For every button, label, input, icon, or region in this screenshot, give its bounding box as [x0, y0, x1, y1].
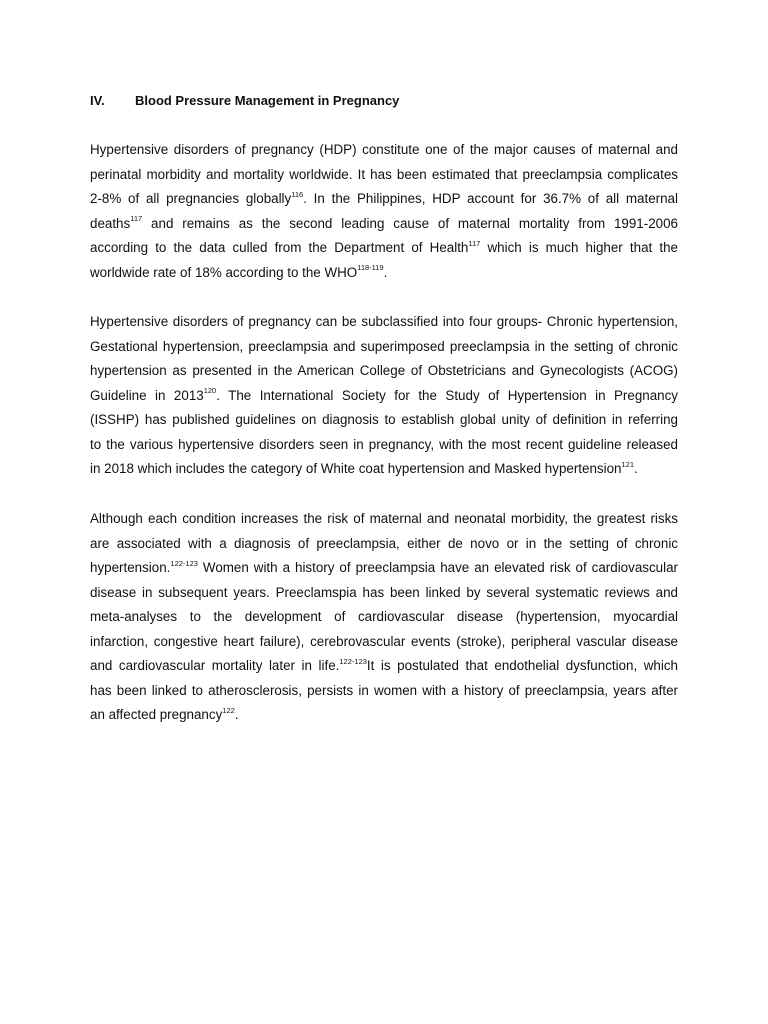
- text-run: infarction, congestive heart failure), cerebrovascular events (stroke), peripheral vascular disease: [90, 633, 678, 649]
- text-line: [90, 581, 678, 606]
- text-run: It is postulated that endothelial dysfunction, which: [366, 658, 678, 673]
- text-line: [90, 433, 678, 458]
- text-line: [90, 679, 678, 704]
- text-line: [90, 654, 678, 679]
- text-line: [90, 310, 678, 335]
- text-run: . In the Philippines, HDP account for 36.7% of all maternal: [303, 191, 678, 206]
- text-run: 2-8% of all pregnancies globally: [90, 191, 292, 206]
- citation-superscript: 121: [621, 459, 634, 469]
- citation-superscript: 117: [468, 238, 481, 248]
- text-run: Although each condition increases the risk of maternal and neonatal morbidity, the greatest risks: [90, 511, 678, 526]
- citation-superscript: 122-123: [170, 558, 198, 568]
- text-run: Guideline in 2013: [90, 387, 204, 403]
- text-line: [90, 384, 678, 409]
- text-line: [90, 335, 678, 360]
- text-line: [90, 556, 678, 581]
- paragraph-cardiovascular-risk: [90, 507, 678, 728]
- citation-superscript: 118-119: [357, 263, 384, 273]
- text-run: in 2018 which includes the category of White coat hypertension and Masked hypertension: [90, 461, 622, 476]
- text-run: meta-analyses to the development of cardiovascular disease (hypertension, myocardial: [90, 609, 678, 624]
- section-heading: [90, 91, 399, 111]
- text-run: to the various hypertensive disorders seen in pregnancy, with the most recent guideline released: [90, 436, 678, 452]
- paragraph-hdp-classification: [90, 310, 678, 482]
- section-title: Blood Pressure Management in Pregnancy: [135, 93, 400, 108]
- text-run: .: [634, 461, 638, 476]
- text-run: (ISSHP) has published guidelines on diagnosis to establish global unity of definition in referring: [90, 412, 678, 427]
- text-run: and remains as the second leading cause of maternal mortality from 1991-2006: [142, 215, 678, 231]
- text-line: [90, 212, 678, 237]
- text-run: and cardiovascular mortality later in life.: [90, 658, 340, 673]
- text-run: hypertension.: [90, 560, 171, 575]
- citation-superscript: 116: [291, 189, 304, 199]
- text-line: [90, 408, 678, 433]
- text-line: [90, 507, 678, 532]
- text-run: . The International Society for the Study of Hypertension in Pregnancy: [216, 387, 679, 403]
- text-line: [90, 457, 678, 482]
- text-line: [90, 703, 678, 728]
- text-line: [90, 261, 678, 286]
- text-run: .: [383, 264, 388, 280]
- text-run: an affected pregnancy: [90, 707, 223, 722]
- text-run: Hypertensive disorders of pregnancy can be subclassified into four groups- Chronic hypertension,: [90, 314, 678, 329]
- text-line: [90, 359, 678, 384]
- text-run: .: [234, 707, 239, 722]
- text-run: worldwide rate of 18% according to the WHO: [90, 264, 358, 280]
- paragraph-hdp-overview: [90, 138, 678, 285]
- text-line: [90, 605, 678, 630]
- citation-superscript: 122: [222, 705, 235, 715]
- text-line: [90, 187, 678, 212]
- text-line: [90, 236, 678, 261]
- text-run: Gestational hypertension, preeclampsia and superimposed preeclampsia in the setting of chronic: [90, 338, 678, 354]
- text-line: [90, 163, 678, 188]
- text-run: Hypertensive disorders of pregnancy (HDP) constitute one of the major causes of maternal and: [90, 142, 678, 157]
- text-run: has been linked to atherosclerosis, persists in women with a history of preeclampsia, years after: [90, 682, 678, 698]
- text-run: perinatal morbidity and mortality worldwide. It has been estimated that preeclampsia complicates: [90, 166, 678, 182]
- text-run: are associated with a diagnosis of preeclampsia, either de novo or in the setting of chronic: [90, 535, 678, 551]
- citation-superscript: 120: [203, 386, 217, 396]
- text-run: disease in subsequent years. Preeclamspia has been linked by several systematic reviews and: [90, 584, 678, 600]
- citation-superscript: 117: [130, 214, 143, 224]
- text-line: [90, 138, 678, 163]
- text-run: according to the data culled from the Department of Health: [90, 240, 469, 255]
- text-line: [90, 630, 678, 655]
- citation-superscript: 122-123: [339, 656, 367, 666]
- text-line: [90, 532, 678, 557]
- text-run: Women with a history of preeclampsia have an elevated risk of cardiovascular: [197, 560, 678, 575]
- text-run: which is much higher that the: [480, 240, 678, 255]
- text-run: deaths: [90, 215, 131, 231]
- text-run: hypertension as presented in the American College of Obstetricians and Gynecologists (ACOG): [90, 363, 678, 378]
- section-number: IV.: [90, 93, 105, 108]
